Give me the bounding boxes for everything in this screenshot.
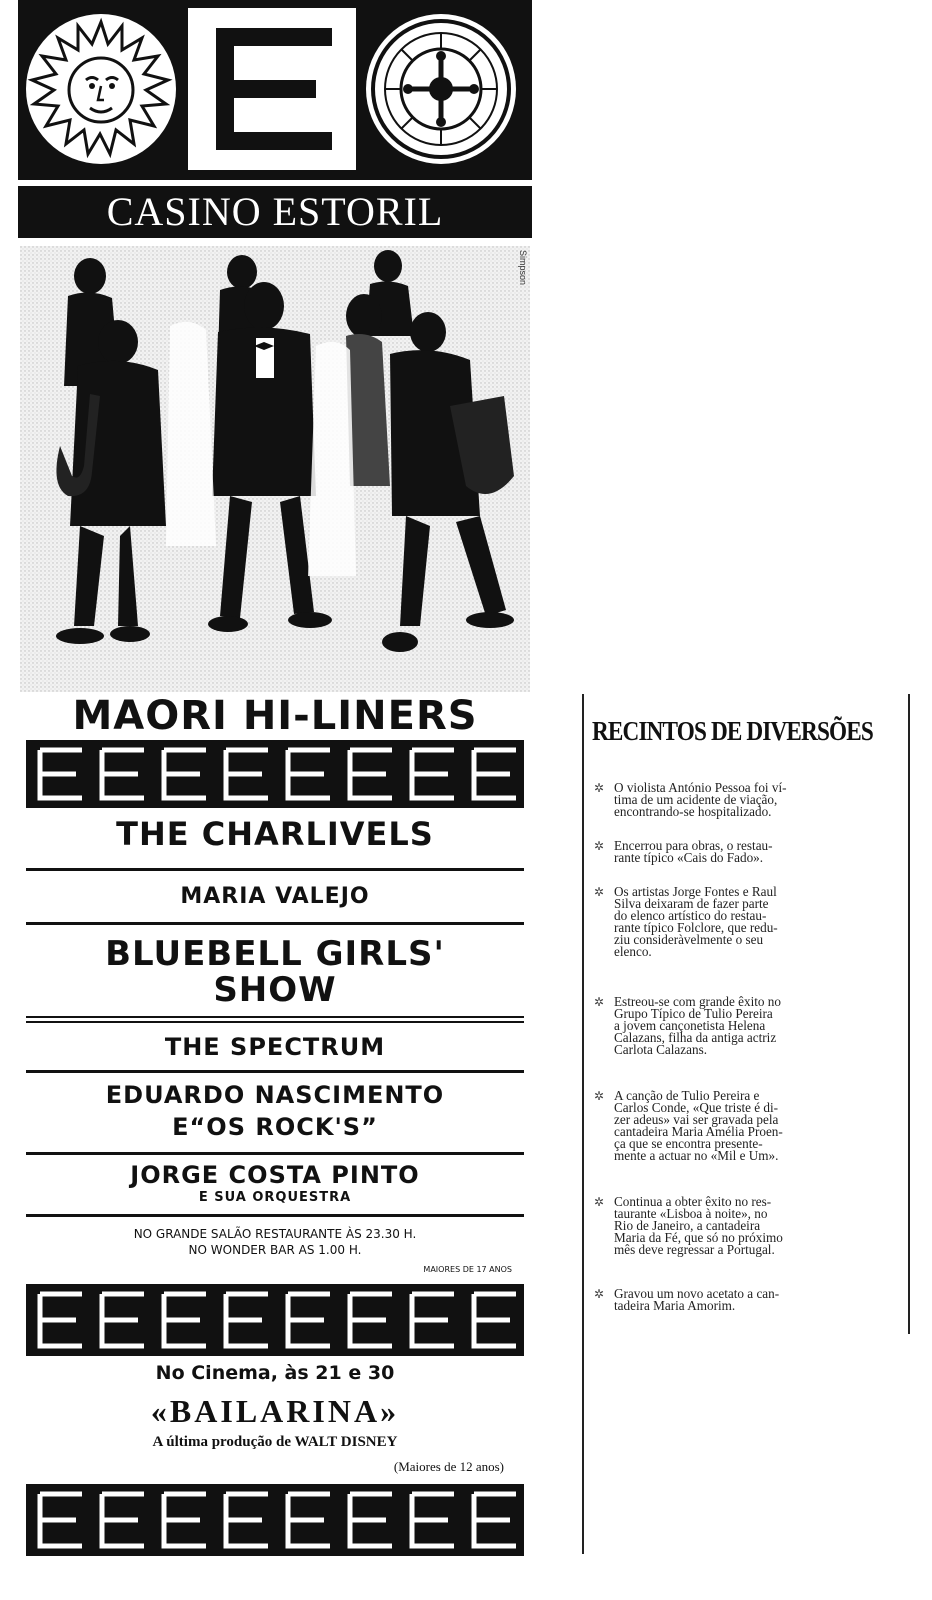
news-line: zer adeus» vai ser gravada pela [614,1112,779,1127]
divider [26,1152,524,1155]
news-line: Gravou um novo acetato a can- [614,1286,780,1301]
venue-name: CASINO ESTORIL [18,186,532,238]
e-logo-icon [188,8,356,170]
asterisk-icon: ✲ [594,885,605,899]
news-line: tadeira Maria Amorim. [614,1298,736,1313]
column-title: RECINTOS DE DIVERSÕES [592,716,873,746]
act-the-spectrum: THE SPECTRUM [164,1033,386,1061]
news-item [596,1090,896,1162]
column-border-left [582,694,584,1554]
schedule-restaurant: NO GRANDE SALÃO RESTAURANTE ÀS 23.30 H. [133,1227,417,1241]
cinema-age: (Maiores de 12 anos) [393,1459,504,1474]
news-line: rante típico «Cais do Fado». [614,850,764,865]
news-line: do elenco artístico do restau- [614,908,767,923]
news-line: O violista António Pessoa foi ví- [614,780,787,795]
news-line: rante típico Folclore, que redu- [614,920,778,935]
recintos-column [582,694,912,1554]
act-the-charlivels: THE CHARLIVELS [116,815,434,853]
news-line: taurante «Lisboa à noite», no [614,1206,768,1221]
divider [26,868,524,871]
asterisk-icon: ✲ [594,1195,605,1209]
age-restriction: MAIORES DE 17 ANOS [423,1265,512,1274]
news-line: tima de um acidente de viação, [614,792,778,807]
news-line: Os artistas Jorge Fontes e Raul [614,884,777,899]
asterisk-icon: ✲ [594,781,605,795]
news-line: Encerrou para obras, o restau- [614,838,773,853]
cinema-credit: A última produção de WALT DISNEY [152,1434,398,1450]
act-eduardo-nascimento: EDUARDO NASCIMENTO [105,1081,445,1109]
news-item [596,886,896,958]
news-line: ziu consideràvelmente o seu [614,932,764,947]
schedule-wonder-bar: NO WONDER BAR AS 1.00 H. [188,1243,362,1257]
asterisk-icon: ✲ [594,1089,605,1103]
news-line: mês deve regressar a Portugal. [614,1242,775,1257]
act-bluebell-girls: BLUEBELL GIRLS' [105,934,445,974]
divider [26,1016,524,1023]
casino-advertisement [18,0,532,1590]
news-line: Grupo Típico de Tulio Pereira [614,1006,773,1021]
news-line: Estreou-se com grande êxito no [614,994,781,1009]
e-pattern-strip-2 [26,1284,524,1356]
news-item [596,1196,896,1256]
asterisk-icon: ✲ [594,995,605,1009]
sun-medallion-icon [26,14,176,164]
cinema-film-title: «BAILARINA» [150,1393,400,1429]
news-line: cantadeira Maria Amélia Proen- [614,1124,783,1139]
news-line: elenco. [614,944,652,959]
news-line: Carlota Calazans. [614,1042,708,1057]
news-line: A canção de Tulio Pereira e [614,1088,760,1103]
news-item [596,996,896,1056]
news-line: ça que se encontra presente- [614,1136,763,1151]
news-line: Continua a obter êxito no res- [614,1194,772,1209]
divider [26,1214,524,1217]
asterisk-icon: ✲ [594,1287,605,1301]
act-orquestra: E SUA ORQUESTRA [198,1190,352,1205]
act-jorge-costa-pinto: JORGE COSTA PINTO [130,1161,420,1189]
e-pattern-strip-3 [26,1484,524,1556]
act-bluebell-show: SHOW [213,970,337,1010]
news-item [596,840,896,864]
news-line: a jovem cançonetista Helena [614,1018,766,1033]
divider [26,922,524,925]
divider [26,1070,524,1073]
news-line: Silva deixaram de fazer parte [614,896,769,911]
band-photo [20,246,530,692]
news-line: Carlos Conde, «Que triste é di- [614,1100,779,1115]
photo-credit: Simpson [518,250,528,286]
act-os-rocks: E“OS ROCK'S” [172,1113,378,1141]
news-line: Rio de Janeiro, a cantadeira [614,1218,761,1233]
news-line: mente a actuar no «Mil e Um». [614,1148,779,1163]
asterisk-icon: ✲ [594,839,605,853]
news-item [596,1288,896,1312]
act-maori-hi-liners: MAORI HI-LINERS [72,693,478,739]
logo-band [18,0,532,180]
cinema-time: No Cinema, às 21 e 30 [155,1362,395,1384]
news-line: encontrando-se hospitalizado. [614,804,772,819]
roulette-wheel-icon [366,14,516,164]
news-line: Calazans, filha da antiga actriz [614,1030,777,1045]
act-maria-valejo: MARIA VALEJO [180,884,370,909]
column-border-right [908,694,910,1334]
e-pattern-strip-1 [26,740,524,808]
news-line: Maria da Fé, que só no próximo [614,1230,783,1245]
news-item [596,782,896,818]
